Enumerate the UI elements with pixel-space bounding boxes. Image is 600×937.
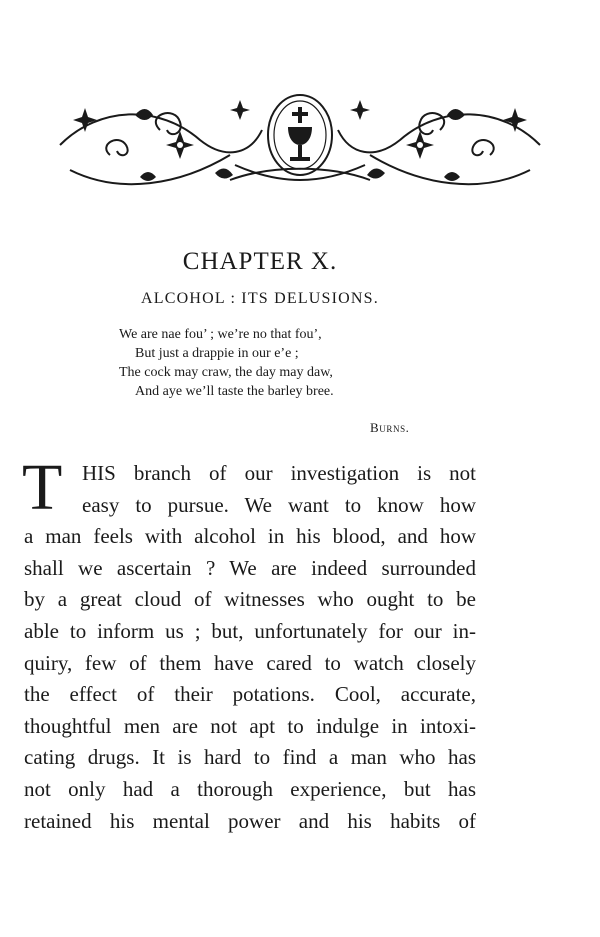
body-paragraph — [22, 451, 476, 837]
body-line: cating drugs. It is hard to find a man who has — [24, 745, 476, 770]
verse-line: We are nae fou’ ; we’re no that fou’, — [119, 327, 322, 342]
drop-cap: T — [22, 451, 63, 524]
body-line: by a great cloud of witnesses who ought to be — [24, 587, 476, 612]
body-line: easy to pursue. We want to know how — [82, 492, 476, 517]
chapter-subtitle: ALCOHOL : ITS DELUSIONS. — [141, 290, 379, 307]
body-line: not only had a thorough experience, but has — [24, 776, 476, 801]
body-line: thoughtful men are not apt to indulge in intoxi- — [24, 713, 476, 738]
body-line: HIS branch of our investigation is not — [82, 461, 476, 485]
floral-headpiece-ornament — [40, 85, 560, 195]
body-line: able to inform us ; but, unfortunately for our in- — [24, 618, 476, 643]
body-line: shall we ascertain ? We are indeed surrounded — [24, 555, 476, 580]
body-line: the effect of their potations. Cool, accurate, — [24, 682, 476, 707]
verse-attribution: Burns. — [370, 420, 410, 435]
verse-line: The cock may craw, the day may daw, — [119, 365, 333, 380]
verse-line: But just a drappie in our e’e ; — [135, 346, 299, 361]
epigraph-verse — [119, 325, 334, 401]
body-line: a man feels with alcohol in his blood, and how — [24, 524, 476, 549]
body-line: retained his mental power and his habits of — [24, 808, 476, 833]
verse-line: And aye we’ll taste the barley bree. — [135, 384, 334, 399]
chapter-title: CHAPTER X. — [182, 248, 338, 275]
body-line: quiry, few of them have cared to watch closely — [24, 650, 476, 675]
